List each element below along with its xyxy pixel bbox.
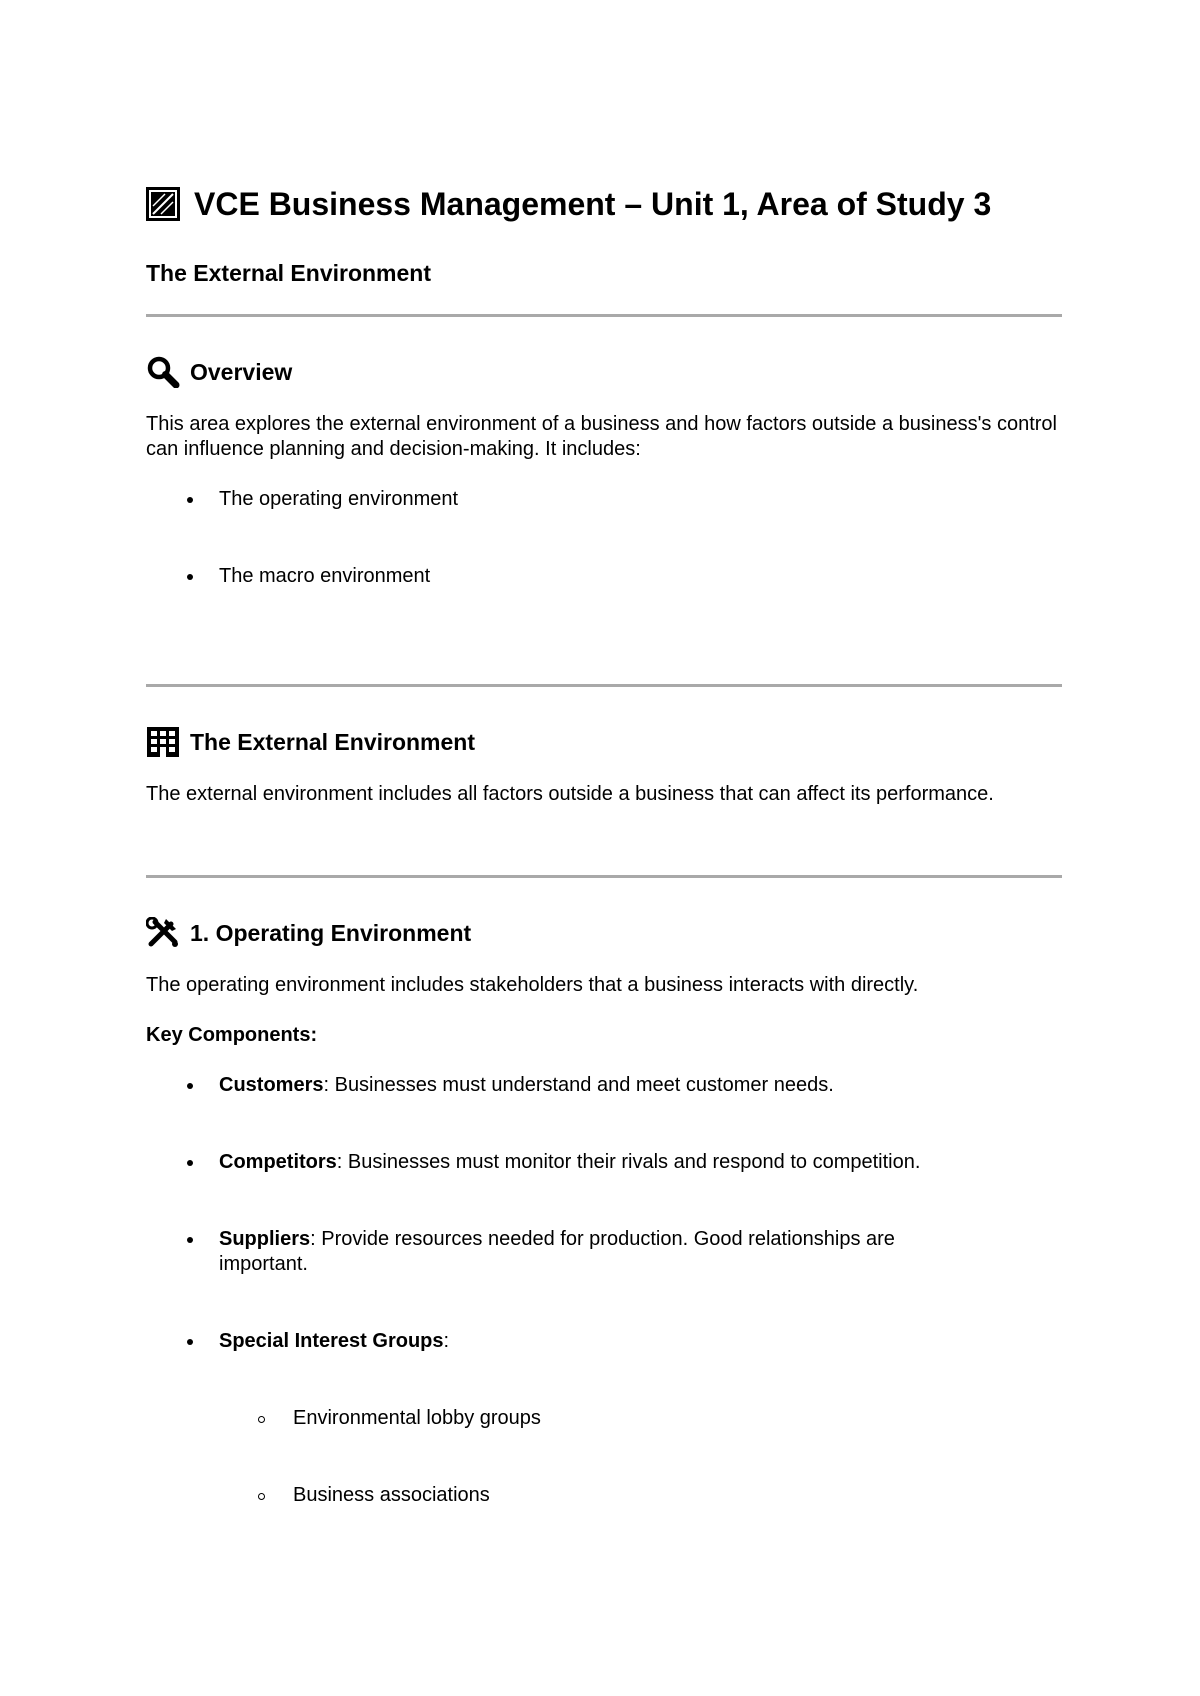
document-title-text: VCE Business Management – Unit 1, Area of Study 3 [194, 186, 992, 222]
section-divider [146, 314, 1062, 317]
component-desc: : Businesses must understand and meet customer needs. [323, 1074, 834, 1096]
magnifying-glass-icon [146, 356, 180, 388]
sub-list-item-text: Business associations [293, 1484, 490, 1506]
office-building-icon [146, 726, 180, 758]
list-item-text: The operating environment [219, 488, 459, 510]
document-page [146, 0, 1062, 1696]
overview-heading-text: Overview [190, 359, 293, 385]
document-title [146, 184, 991, 224]
list-item-text [219, 1073, 939, 1098]
section-divider [146, 875, 1062, 878]
hollow-bullet-icon [258, 1493, 265, 1500]
external-heading [146, 726, 475, 758]
operating-paragraph: The operating environment includes stakeholders that a business interacts with directly. [146, 974, 919, 996]
bullet-icon [187, 574, 193, 580]
list-item-text [219, 1150, 939, 1175]
section-divider [146, 684, 1062, 687]
document-subtitle: The External Environment [146, 260, 432, 286]
component-desc: : Businesses must monitor their rivals and respond to competition. [336, 1151, 921, 1173]
component-term: Customers [219, 1074, 324, 1096]
bullet-icon [187, 1237, 193, 1243]
component-desc: : Provide resources needed for production. Good relationships are important. [219, 1228, 895, 1275]
overview-heading [146, 356, 292, 388]
list-item-text [219, 1329, 939, 1354]
component-term: Special Interest Groups [219, 1330, 444, 1352]
operating-heading-text: 1. Operating Environment [190, 920, 472, 946]
hammer-and-wrench-icon [146, 917, 180, 949]
list-item-text [219, 1227, 939, 1277]
external-heading-text: The External Environment [190, 729, 476, 755]
bullet-icon [187, 1160, 193, 1166]
overview-paragraph: This area explores the external environment of a business and how factors outside a business's control can influence planning and decision-making. It includes: [146, 413, 1057, 460]
component-desc: : [443, 1330, 450, 1352]
key-components-label: Key Components: [146, 1024, 318, 1046]
bullet-icon [187, 1339, 193, 1345]
component-term: Competitors [219, 1151, 337, 1173]
bullet-icon [187, 497, 193, 503]
bullet-icon [187, 1083, 193, 1089]
operating-heading [146, 917, 471, 949]
component-term: Suppliers [219, 1228, 311, 1250]
sub-list-item-text: Environmental lobby groups [293, 1407, 541, 1429]
list-item-text: The macro environment [219, 565, 431, 587]
memo-icon [146, 187, 180, 221]
external-paragraph: The external environment includes all factors outside a business that can affect its performance. [146, 783, 994, 805]
hollow-bullet-icon [258, 1416, 265, 1423]
